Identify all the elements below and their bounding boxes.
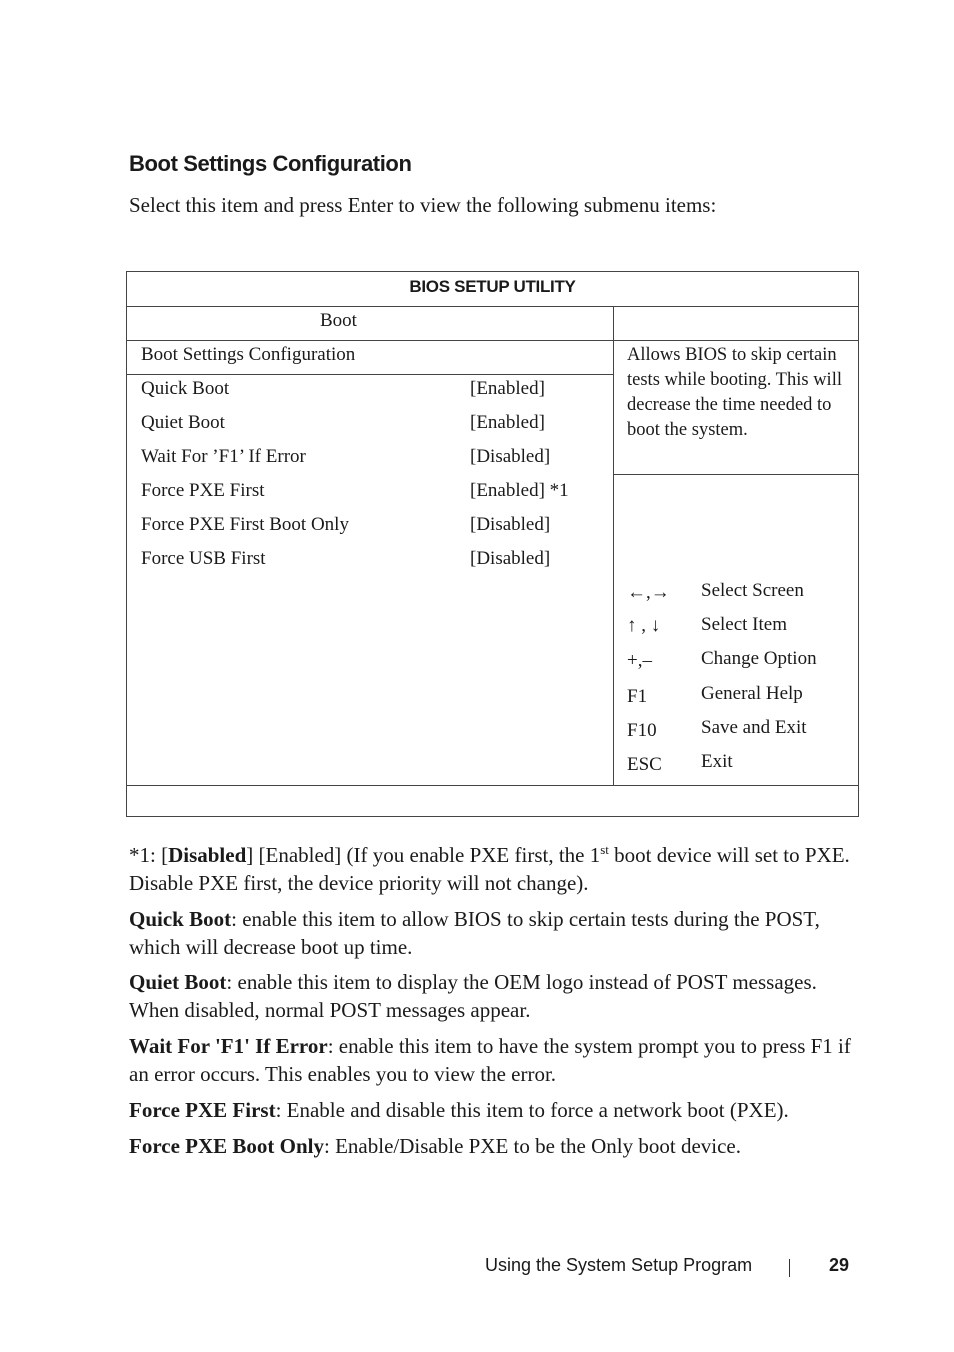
key-desc-select-item: Select Item bbox=[701, 614, 787, 635]
submenu-title: Boot Settings Configuration bbox=[141, 344, 356, 365]
desc-force-pxe-boot-only bbox=[129, 1133, 859, 1161]
key-f1: F1 bbox=[627, 686, 648, 707]
menu-value-force-pxe-first[interactable]: [Enabled] *1 bbox=[470, 480, 569, 501]
intro-text: Select this item and press Enter to view the following submenu items: bbox=[129, 193, 717, 217]
key-desc-save-and-exit: Save and Exit bbox=[701, 717, 807, 738]
desc-wait-f1 bbox=[129, 1033, 859, 1088]
menu-value-quick-boot[interactable]: [Enabled] bbox=[470, 378, 545, 399]
term-quiet-boot: Quiet Boot bbox=[129, 970, 227, 994]
key-left-right: ←,→ bbox=[627, 582, 670, 603]
key-plus-minus: +,– bbox=[627, 650, 652, 671]
divider bbox=[127, 340, 858, 341]
divider bbox=[127, 785, 858, 786]
desc-text: : enable this item to display the OEM logo instead of POST messages. When disabled, normal POST messages appear. bbox=[129, 970, 817, 1022]
menu-value-force-pxe-first-boot-only[interactable]: [Disabled] bbox=[470, 514, 551, 535]
menu-item-force-pxe-first[interactable]: Force PXE First bbox=[141, 480, 265, 501]
footer-divider bbox=[789, 1259, 790, 1277]
desc-quick-boot bbox=[129, 906, 859, 961]
term-wait-f1: Wait For 'F1' If Error bbox=[129, 1034, 328, 1058]
section-heading: Boot Settings Configuration bbox=[129, 151, 412, 176]
desc-force-pxe-first bbox=[129, 1097, 859, 1125]
help-text: Allows BIOS to skip certain tests while booting. This will decrease the time needed to boot the system. bbox=[627, 345, 842, 440]
footnote-superscript: st bbox=[600, 842, 609, 857]
menu-item-quick-boot[interactable]: Quick Boot bbox=[141, 378, 230, 399]
bios-title: BIOS SETUP UTILITY bbox=[409, 277, 576, 296]
key-desc-change-option: Change Option bbox=[701, 648, 817, 669]
menu-item-wait-f1[interactable]: Wait For ’F1’ If Error bbox=[141, 446, 306, 467]
divider bbox=[614, 474, 858, 475]
page-number: 29 bbox=[829, 1255, 850, 1275]
footer-section-title: Using the System Setup Program bbox=[485, 1255, 753, 1275]
divider bbox=[127, 374, 614, 375]
footnote-text: ] [Enabled] (If you enable PXE first, the 1 bbox=[246, 843, 601, 867]
menu-value-quiet-boot[interactable]: [Enabled] bbox=[470, 412, 545, 433]
menu-item-force-usb-first[interactable]: Force USB First bbox=[141, 548, 266, 569]
menu-value-wait-f1[interactable]: [Disabled] bbox=[470, 446, 551, 467]
footnote-prefix: *1: [ bbox=[129, 843, 169, 867]
desc-text: : Enable/Disable PXE to be the Only boot device. bbox=[324, 1134, 742, 1158]
desc-quiet-boot bbox=[129, 969, 859, 1024]
footnote-default-value: Disabled bbox=[168, 843, 247, 867]
menu-value-force-usb-first[interactable]: [Disabled] bbox=[470, 548, 551, 569]
key-desc-general-help: General Help bbox=[701, 683, 803, 704]
key-esc: ESC bbox=[627, 754, 662, 775]
footnote-text-rest: boot device will set to PXE. Disable PXE first, the device priority will not change). bbox=[129, 843, 850, 895]
desc-text: : Enable and disable this item to force a network boot (PXE). bbox=[275, 1098, 789, 1122]
divider bbox=[613, 306, 614, 785]
menu-item-quiet-boot[interactable]: Quiet Boot bbox=[141, 412, 225, 433]
menu-item-force-pxe-first-boot-only[interactable]: Force PXE First Boot Only bbox=[141, 514, 349, 535]
key-f10: F10 bbox=[627, 720, 657, 741]
desc-text: : enable this item to have the system prompt you to press F1 if an error occurs. This enables you to view the error. bbox=[129, 1034, 851, 1086]
term-force-pxe-boot-only: Force PXE Boot Only bbox=[129, 1134, 325, 1158]
term-force-pxe-first: Force PXE First bbox=[129, 1098, 276, 1122]
divider bbox=[127, 306, 858, 307]
term-quick-boot: Quick Boot bbox=[129, 907, 232, 931]
footnote bbox=[129, 842, 859, 897]
desc-text: : enable this item to allow BIOS to skip certain tests during the POST, which will decrease boot up time. bbox=[129, 907, 820, 959]
tab-boot[interactable]: Boot bbox=[320, 310, 357, 331]
key-up-down: ↑ , ↓ bbox=[627, 615, 661, 636]
key-desc-select-screen: Select Screen bbox=[701, 580, 804, 601]
bios-setup-table bbox=[126, 271, 859, 817]
key-desc-exit: Exit bbox=[701, 751, 733, 772]
